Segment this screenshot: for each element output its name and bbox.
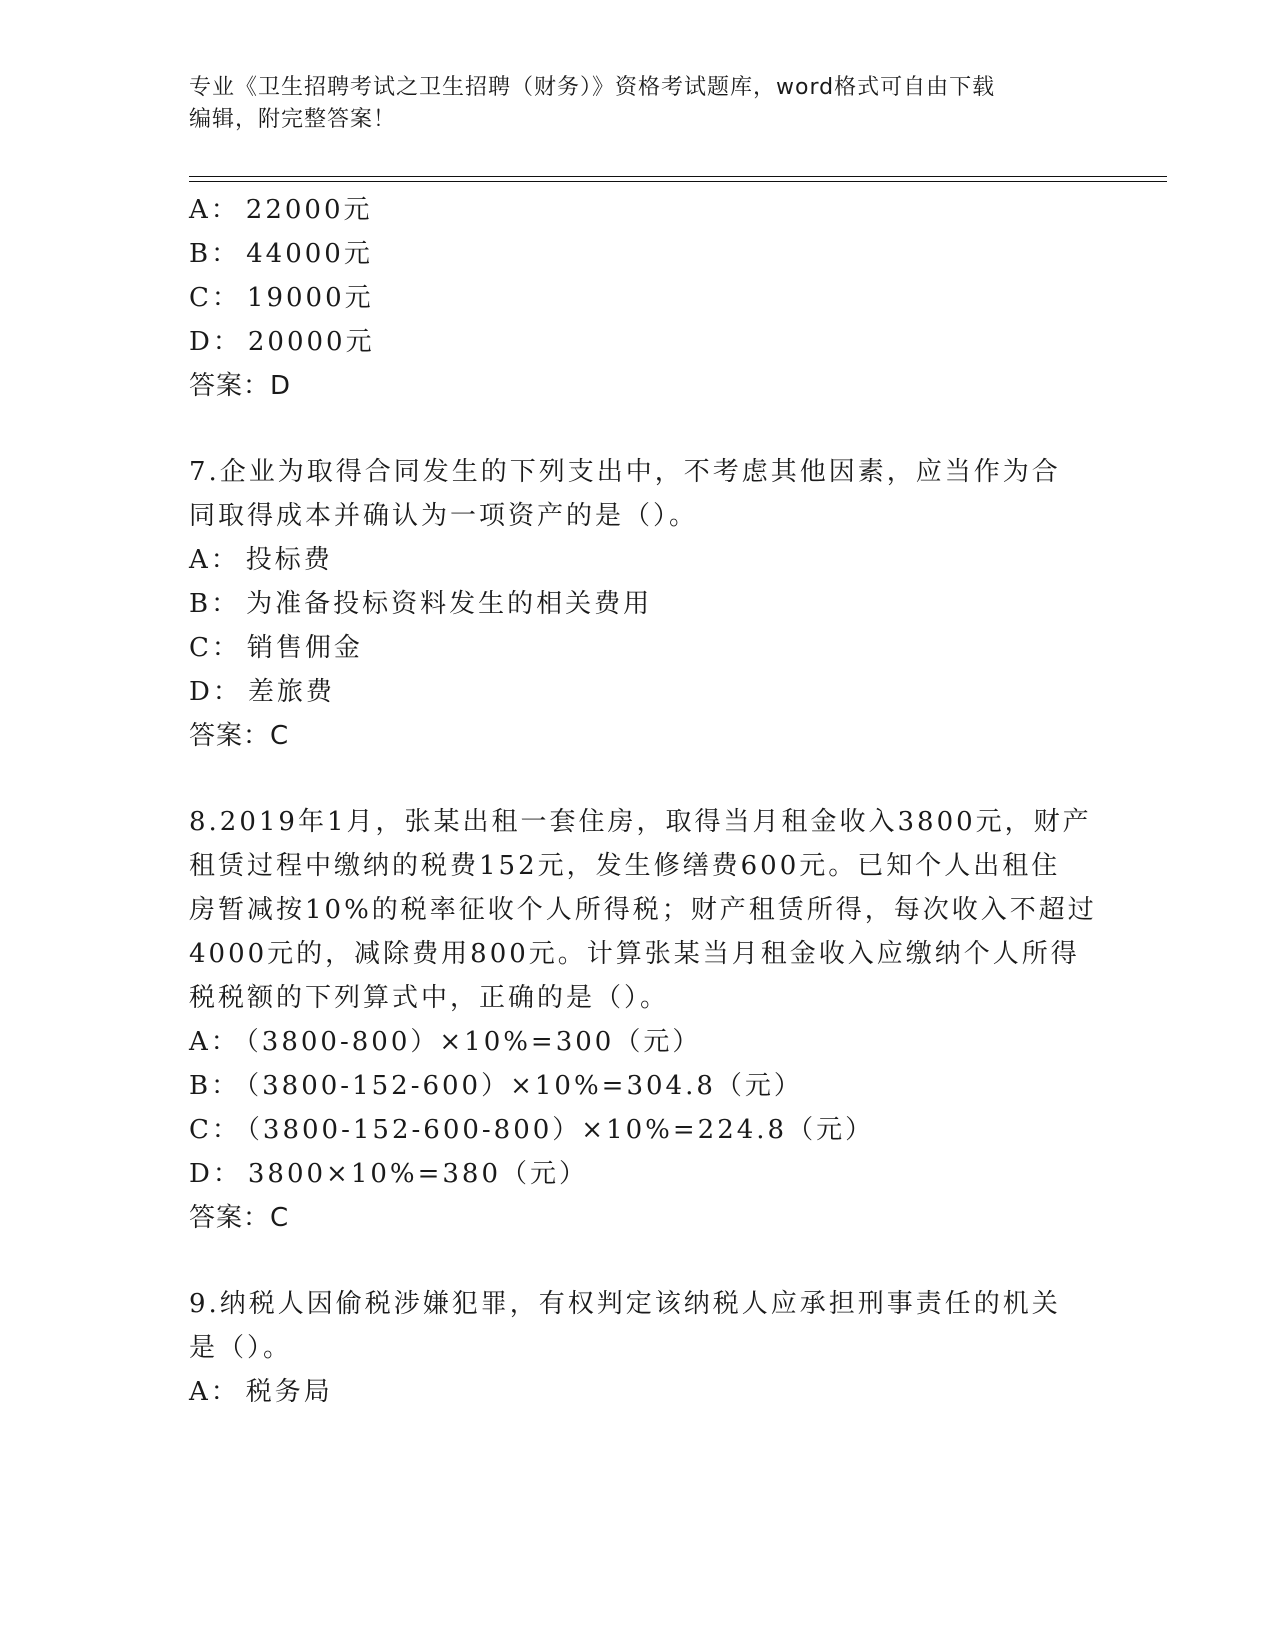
q8-option-c <box>189 1113 874 1147</box>
option-label: A： <box>189 1027 240 1057</box>
option-text: （3800-152-600）×10%=304.8（元） <box>246 1071 803 1101</box>
q7-option-b <box>189 587 652 621</box>
q6-option-a <box>189 193 373 227</box>
header-line-2: 编辑，附完整答案！ <box>189 107 397 132</box>
header-divider-top <box>189 176 1167 177</box>
option-text: 差旅费 <box>247 677 335 707</box>
q7-option-c <box>189 631 363 665</box>
option-label: B： <box>189 1071 241 1101</box>
q8-stem-line-4: 4000元的，减除费用800元。计算张某当月租金收入应缴纳个人所得 <box>189 939 1080 969</box>
option-text: 3800×10%=380（元） <box>247 1159 589 1189</box>
option-text: 44000元 <box>246 239 373 269</box>
q9-stem-line-1: 9.纳税人因偷税涉嫌犯罪，有权判定该纳税人应承担刑事责任的机关 <box>189 1289 1061 1319</box>
option-label: D： <box>189 677 242 707</box>
q8-option-a <box>189 1025 701 1059</box>
option-text: 20000元 <box>247 327 375 357</box>
q7-stem-line-2: 同取得成本并确认为一项资产的是（）。 <box>189 501 699 531</box>
option-label: A： <box>189 1377 240 1407</box>
option-label: B： <box>189 589 241 619</box>
option-label: D： <box>189 1159 242 1189</box>
q8-stem-line-1: 8.2019年1月，张某出租一套住房，取得当月租金收入3800元，财产 <box>189 807 1092 837</box>
option-label: A： <box>189 195 240 225</box>
q7-answer: 答案：C <box>189 721 290 751</box>
option-text: 22000元 <box>245 195 373 225</box>
q7-stem-line-1: 7.企业为取得合同发生的下列支出中，不考虑其他因素，应当作为合 <box>189 457 1061 487</box>
header-line-1: 专业《卫生招聘考试之卫生招聘（财务）》资格考试题库，word格式可自由下载 <box>189 75 996 100</box>
q6-answer: 答案：D <box>189 371 292 401</box>
document-header <box>189 72 1089 136</box>
option-label: C： <box>189 633 241 663</box>
option-text: 为准备投标资料发生的相关费用 <box>246 589 653 619</box>
q8-stem-line-5: 税税额的下列算式中，正确的是（）。 <box>189 983 670 1013</box>
q9-stem-line-2: 是（）。 <box>189 1333 293 1363</box>
q6-option-d <box>189 325 375 359</box>
q6-option-b <box>189 237 373 271</box>
option-text: 投标费 <box>245 545 333 575</box>
option-label: B： <box>189 239 241 269</box>
q6-option-c <box>189 281 374 315</box>
header-divider-bottom <box>189 181 1167 182</box>
option-text: （3800-152-600-800）×10%=224.8（元） <box>246 1115 875 1145</box>
option-text: 销售佣金 <box>246 633 363 663</box>
q7-option-d <box>189 675 335 709</box>
option-label: A： <box>189 545 240 575</box>
option-text: 19000元 <box>246 283 374 313</box>
option-label: D： <box>189 327 242 357</box>
q7-option-a <box>189 543 333 577</box>
q8-option-b <box>189 1069 803 1103</box>
option-text: 税务局 <box>245 1377 333 1407</box>
q8-option-d <box>189 1157 588 1191</box>
q8-stem-line-2: 租赁过程中缴纳的税费152元，发生修缮费600元。已知个人出租住 <box>189 851 1061 881</box>
option-label: C： <box>189 283 241 313</box>
q8-answer: 答案：C <box>189 1203 290 1233</box>
q9-option-a <box>189 1375 333 1409</box>
option-text: （3800-800）×10%=300（元） <box>245 1027 702 1057</box>
q8-stem-line-3: 房暂减按10%的税率征收个人所得税；财产租赁所得，每次收入不超过 <box>189 895 1097 925</box>
option-label: C： <box>189 1115 241 1145</box>
